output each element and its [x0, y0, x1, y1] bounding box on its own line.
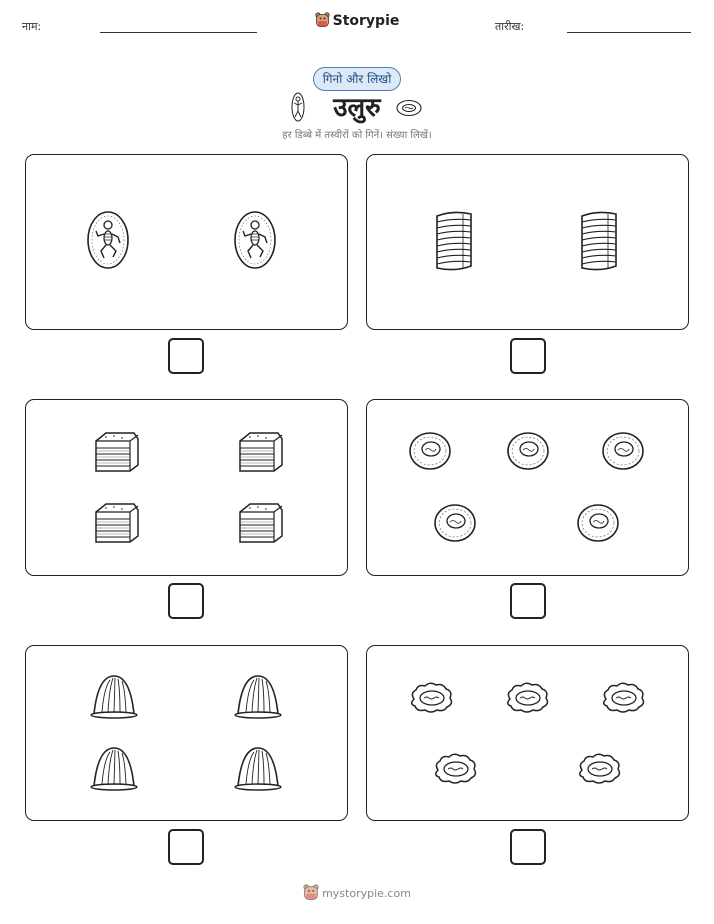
- rock-pool-icon: [506, 431, 550, 471]
- answer-box-2[interactable]: [510, 338, 546, 374]
- count-panel-1: [25, 154, 348, 330]
- waterhole-icon: [396, 99, 422, 121]
- date-label: तारीख:: [495, 20, 525, 33]
- bear-icon: [315, 12, 330, 32]
- answer-box-1[interactable]: [168, 338, 204, 374]
- answer-box-5[interactable]: [168, 829, 204, 865]
- count-panel-4: [366, 399, 689, 576]
- rock-pool-icon: [408, 431, 452, 471]
- answer-box-4[interactable]: [510, 583, 546, 619]
- dome-rock-icon: [234, 672, 282, 720]
- brand-logo: [0, 12, 714, 32]
- bear-icon: [303, 884, 319, 904]
- layered-rock-icon: [236, 502, 284, 544]
- waterhole-icon: [408, 681, 454, 715]
- stacked-rock-icon: [578, 210, 620, 272]
- rock-pool-icon: [601, 431, 645, 471]
- dome-rock-icon: [90, 672, 138, 720]
- rock-art-figure-icon: [86, 210, 130, 270]
- dome-rock-icon: [90, 744, 138, 792]
- name-line[interactable]: [100, 32, 257, 33]
- name-label: नाम:: [22, 20, 42, 33]
- stacked-rock-icon: [433, 210, 475, 272]
- layered-rock-icon: [92, 502, 140, 544]
- footer: [0, 884, 714, 904]
- waterhole-icon: [432, 752, 478, 786]
- count-panel-2: [366, 154, 689, 330]
- page-title: उलुरु: [333, 93, 381, 123]
- count-panel-6: [366, 645, 689, 821]
- footer-site[interactable]: mystorypie.com: [322, 887, 411, 900]
- count-panel-3: [25, 399, 348, 576]
- rock-pool-icon: [433, 503, 477, 543]
- waterhole-icon: [576, 752, 622, 786]
- count-panel-5: [25, 645, 348, 821]
- layered-rock-icon: [92, 431, 140, 473]
- brand-name: Storypie: [332, 13, 400, 29]
- rock-pool-icon: [576, 503, 620, 543]
- worksheet-tag: गिनो और लिखो: [313, 67, 401, 91]
- instructions: हर डिब्बे में तस्वीरों को गिनें। संख्या लिखें।: [282, 130, 432, 141]
- rock-art-figure-icon: [233, 210, 277, 270]
- date-line[interactable]: [567, 32, 691, 33]
- waterhole-icon: [600, 681, 646, 715]
- answer-box-3[interactable]: [168, 583, 204, 619]
- layered-rock-icon: [236, 431, 284, 473]
- answer-box-6[interactable]: [510, 829, 546, 865]
- waterhole-icon: [504, 681, 550, 715]
- dome-rock-icon: [234, 744, 282, 792]
